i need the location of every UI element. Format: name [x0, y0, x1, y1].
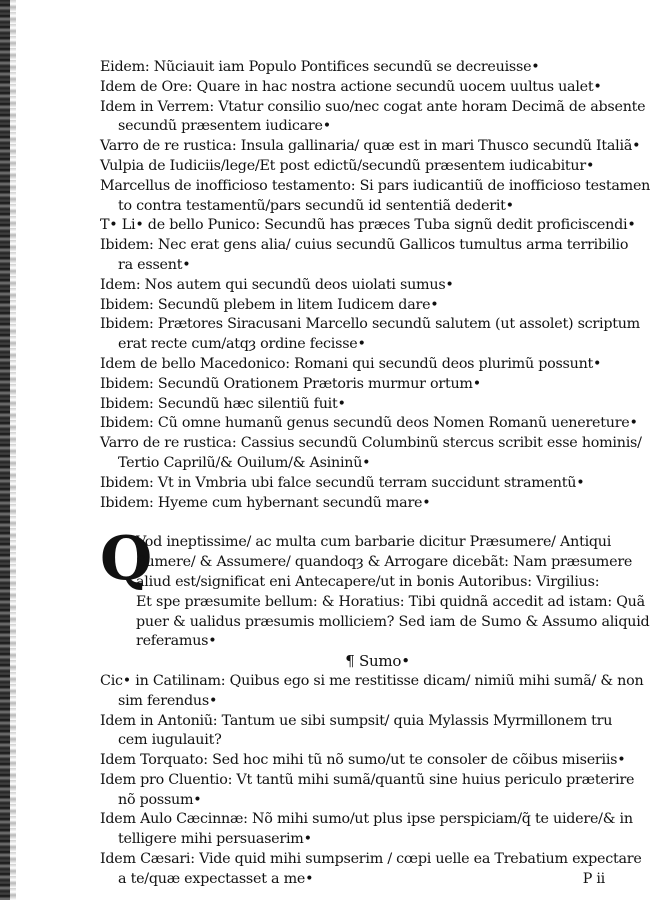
text-line: sim ferendus• — [118, 692, 218, 709]
section-heading-sumo: ¶ Sumo• — [345, 652, 410, 671]
text-line: Idem de Ore: Quare in hac nostra actione secundũ uocem uultus ualet• — [100, 78, 602, 95]
text-line: Et spe præsumite bellum: & Horatius: Tibi quidnã accedit ad istam: Quã — [136, 593, 645, 610]
text-line: referamus• — [136, 633, 217, 650]
citation-block-secundum — [100, 58, 651, 513]
text-line: Varro de re rustica: Cassius secundũ Columbinũ stercus scribit esse hominis/ — [100, 435, 642, 452]
text-line: Ibidem: Cũ omne humanũ genus secundũ deos Nomen Romanũ uenereture• — [100, 415, 638, 432]
text-line: Vulpia de Iudiciis/lege/Et post edictũ/secundũ præsentem iudicabitur• — [100, 157, 595, 174]
text-line: Idem in Verrem: Vtatur consilio suo/nec cogat ante horam Decimã de absente — [100, 98, 646, 115]
scan-edge — [0, 0, 10, 900]
paragraph-praesumere — [100, 524, 650, 652]
text-line: nõ possum• — [118, 791, 202, 808]
text-line: Idem Cæsari: Vide quid mihi sumpserim / cœpi uelle ea Trebatium expectare — [100, 851, 642, 868]
text-line: Eidem: Nũciauit iam Populo Pontifices secundũ se decreuisse• — [100, 59, 540, 75]
text-line: Ibidem: Secundũ Orationem Prætoris murmur ortum• — [100, 375, 481, 392]
text-line: telligere mihi persuaserim• — [118, 831, 312, 848]
text-line: Idem pro Cluentio: Vt tantũ mihi sumã/quantũ sine huius periculo præterire — [100, 771, 635, 788]
text-line: Ibidem: Secundũ hæc silentiũ fuit• — [100, 395, 346, 412]
scan-edge-shadow — [10, 0, 16, 900]
text-line: Ibidem: Secundũ plebem in litem Iudicem dare• — [100, 296, 439, 313]
signature-mark: P ii — [582, 870, 605, 887]
text-line: Ibidem: Vt in Vmbria ubi falce secundũ terram succidunt stramentũ• — [100, 474, 585, 491]
text-line: secundũ præsentem iudicare• — [118, 118, 331, 135]
text-line: Ibidem: Nec erat gens alia/ cuius secundũ Gallicos tumultus arma terribilio — [100, 237, 629, 254]
text-line: puer & ualidus præsumis molliciem? Sed iam de Sumo & Assumo aliquid — [136, 613, 650, 630]
text-line: a te/quæ expectasset a me• P ii — [100, 870, 615, 890]
text-line: Ibidem: Hyeme cum hybernant secundũ mare• — [100, 494, 431, 511]
text-line: Vod ineptissime/ ac multa cum barbarie dicitur Præsumere/ Antiqui — [136, 534, 612, 551]
text-line: cem iugulauit? — [118, 732, 222, 749]
page-text — [100, 58, 651, 890]
text-line: Idem Aulo Cæcinnæ: Nõ mihi sumo/ut plus ipse perspiciam/q̃ te uidere/& in — [100, 811, 633, 828]
text-line: Varro de re rustica: Insula gallinaria/ quæ est in mari Thusco secundũ Italiã• — [100, 138, 641, 155]
text-line: Idem Torquato: Sed hoc mihi tũ nõ sumo/ut te consoler de cõibus miseriis• — [100, 752, 626, 769]
text-line: Idem: Nos autem qui secundũ deos uiolati sumus• — [100, 276, 454, 293]
text-line: Sumere/ & Assumere/ quandoqȝ & Arrogare dicebãt: Nam præsumere — [136, 554, 633, 571]
text-line: Idem de bello Macedonico: Romani qui secundũ deos plurimũ possunt• — [100, 355, 602, 372]
text-line: Cic• in Catilinam: Quibus ego si me restitisse dicam/ nimiũ mihi sumã/ & non — [100, 672, 644, 689]
text-line: erat recte cum/atqȝ ordine fecisse• — [118, 336, 366, 353]
text-line: T• Li• de bello Punico: Secundũ has præces Tuba signũ dedit proficiscendi• — [100, 217, 636, 234]
text-line: Ibidem: Prætores Siracusani Marcello secundũ salutem (ut assolet) scriptum — [100, 316, 640, 333]
text-line: Idem in Antoniũ: Tantum ue sibi sumpsit/ quia Mylassis Myrmillonem tru — [100, 712, 613, 729]
text-line: aliud est/significat eni Antecapere/ut in bonis Autoribus: Virgilius: — [136, 573, 600, 590]
citation-block-sumo — [100, 672, 644, 890]
text-line: ra essent• — [118, 256, 191, 273]
text-line: Tertio Caprilũ/& Ouilum/& Asininũ• — [118, 454, 371, 471]
paragraph-lines — [136, 533, 650, 652]
text-line: Marcellus de inofficioso testamento: Si pars iudicantiũ de inofficioso testamen — [100, 177, 651, 194]
drop-cap-initial: Q — [100, 524, 153, 595]
text-line: to contra testamentũ/pars secundũ id sententiã dederit• — [118, 197, 514, 214]
